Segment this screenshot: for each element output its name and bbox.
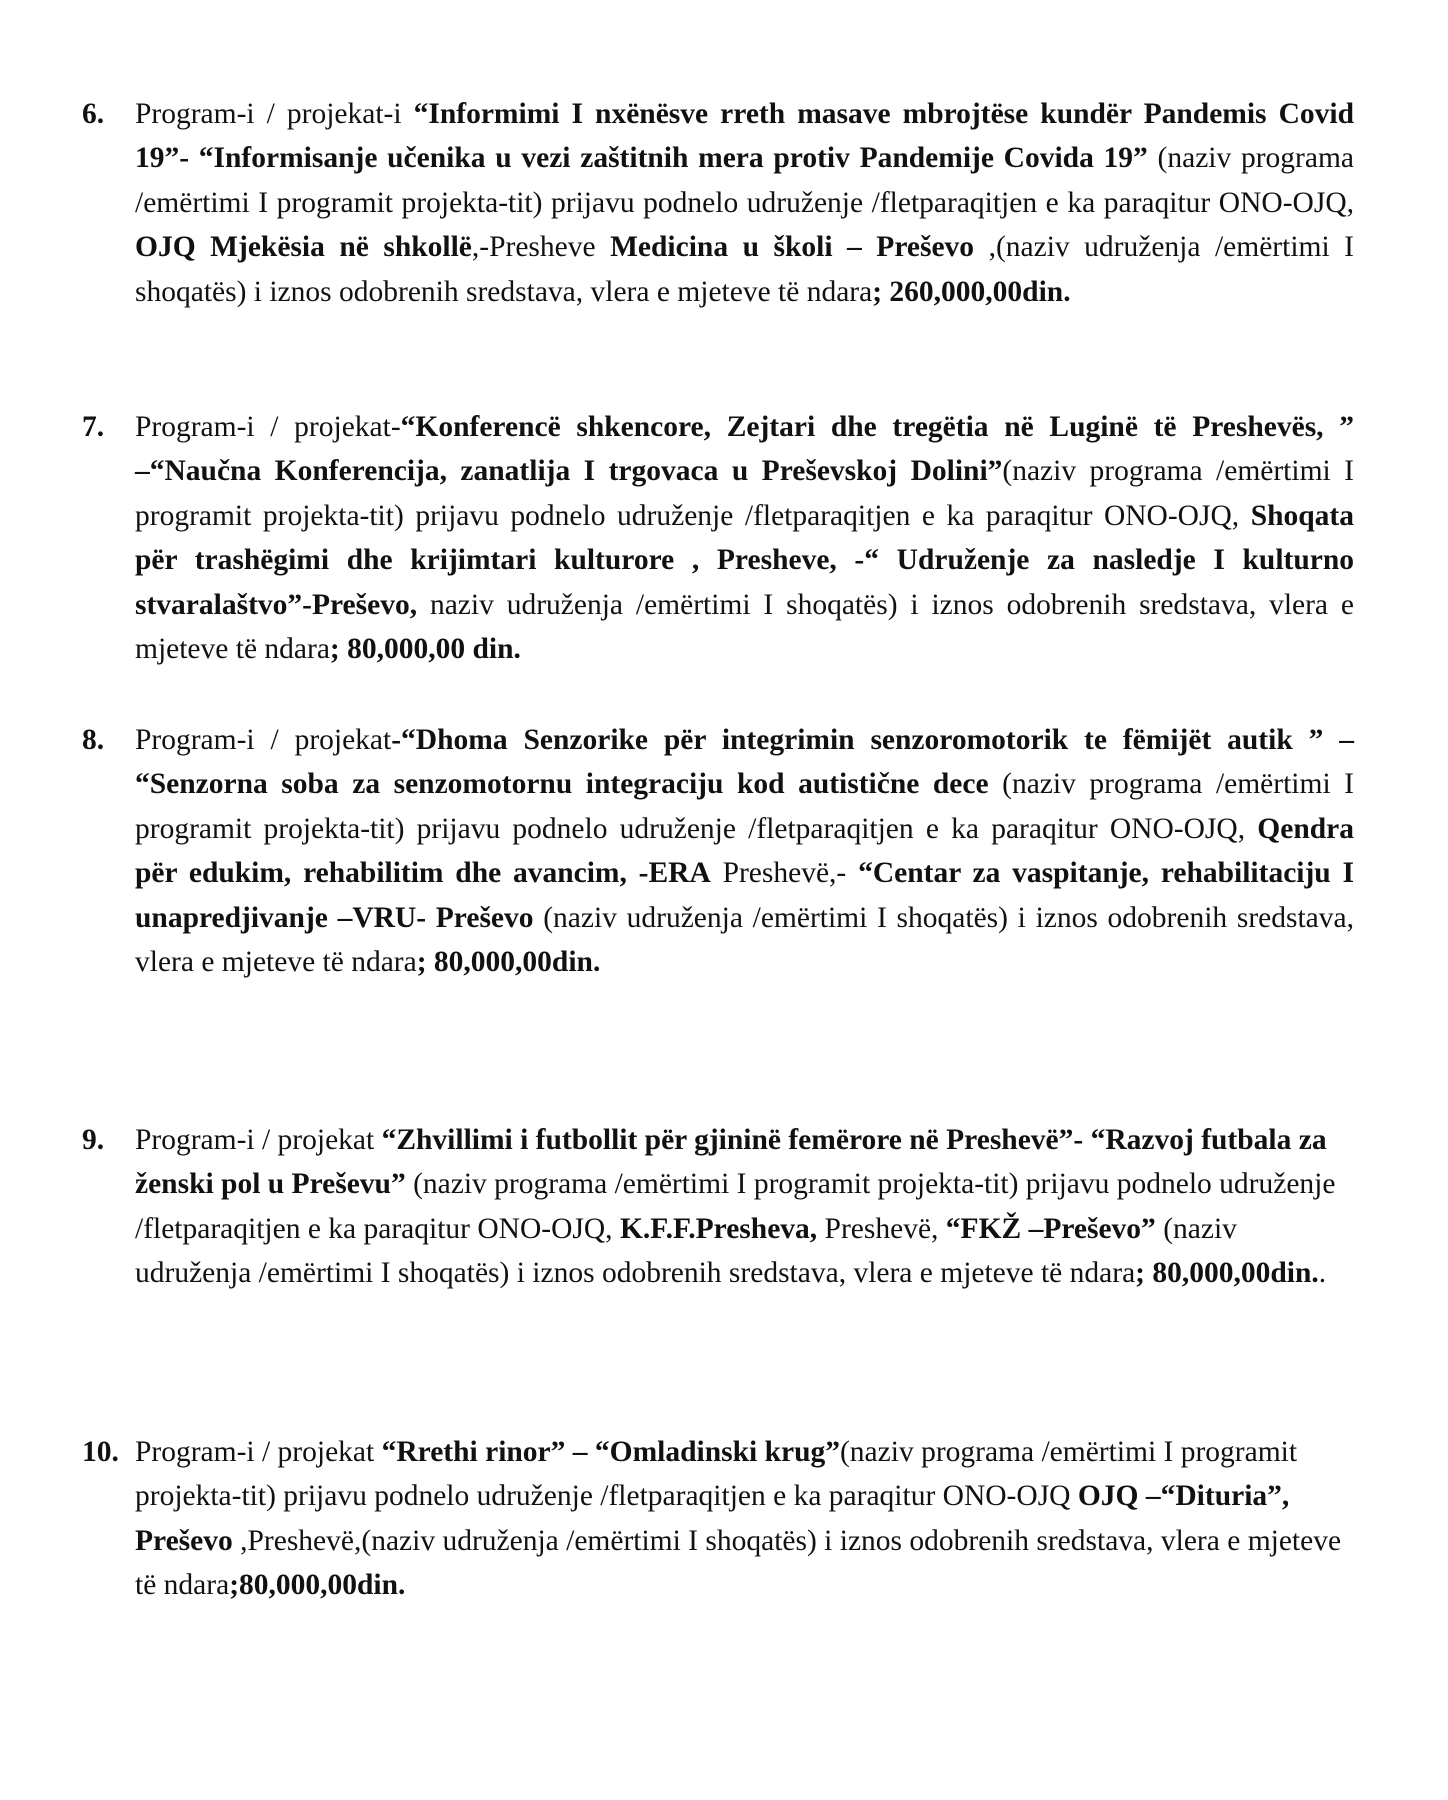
organization-name: K.F.F.Presheva, [619,1212,818,1245]
project-title: “Informimi I nxënësve rreth masave mbrojtëse kundër Pandemis Covid 19”- “Informisanje učenika u vezi zaštitnih mera protiv Pandemije Covida 19” [135,98,1354,175]
allocated-amount: ;80,000,00din. [229,1569,406,1602]
text-segment: Program-i / projekat- [135,411,401,443]
list-item-9 [82,1118,1354,1296]
text-segment: (naziv udruženja /emërtimi I shoqatës) i iznos odobrenih sredstava, vlera e mjeteve të ndara [135,1212,1237,1290]
project-title: “Konferencë shkencore, Zejtari dhe tregëtia në Luginë të Preshevës, ” –“Naučna Konferencija, zanatlija I trgovaca u Preševskoj Dolini” [135,411,1354,488]
text-segment: Program-i / projekat [135,724,392,756]
list-item-6 [82,92,1354,314]
item-number: 7. [82,411,105,443]
list-item-7 [82,405,1354,671]
text-segment: Preshevë, [817,1212,946,1245]
item-text [135,1430,1354,1608]
item-number: 9. [82,1124,105,1156]
allocated-amount: ; 80,000,00din. [416,946,601,979]
text-segment: (naziv programa /emërtimi I programit projekta-tit) prijavu podnelo udruženje /fletparaqitjen e ka paraqitur ONO-OJQ [135,1436,1298,1513]
text-segment: naziv udruženja /emërtimi I shoqatës) i iznos odobrenih sredstava, vlera e mjeteve të ndara [135,588,1354,666]
item-number: 6. [82,98,105,130]
text-segment: (naziv programa /emërtimi I programit projekta-tit) prijavu podnelo udruženje /fletparaqitjen e ka paraqitur ONO-OJQ, [135,1168,1336,1245]
text-segment: Preshevë,- [710,857,859,890]
organization-name: “FKŽ –Preševo” [945,1212,1156,1245]
item-number: 8. [82,724,105,756]
organization-name: Qendra për edukim, rehabilitim dhe avancim, -ERA [135,812,1354,890]
text-segment: ,(naziv udruženja /emërtimi I shoqatës) i iznos odobrenih sredstava, vlera e mjeteve të ndara [135,231,1354,308]
item-text [135,92,1354,314]
organization-name: “Centar za vaspitanje, rehabilitaciju I unapredjivanje –VRU- Preševo [135,857,1354,934]
project-title: “Rrethi rinor” – “Omladinski krug” [381,1436,840,1468]
item-number: 10. [82,1436,119,1468]
text-segment: (naziv programa /emërtimi I programit projekta-tit) prijavu podnelo udruženje /fletparaqitjen e ka paraqitur ONO-OJQ, [135,768,1355,845]
organization-name: Shoqata për trashëgimi dhe krijimtari kulturore , Presheve, -“ Udruženje za nasledje I kulturno stvaralaštvo”-Preševo, [135,499,1354,621]
text-segment: Program-i / projekat [135,1124,382,1156]
list-item-10 [82,1430,1354,1608]
text-segment: Program-i / projekat-i [135,98,414,130]
text-segment: ,Preshevë,(naziv udruženja /emërtimi I shoqatës) i iznos odobrenih sredstava, vlera e mjeteve të ndara [135,1524,1342,1602]
organization-name: OJQ –“Dituria”, Preševo [135,1480,1290,1557]
project-title: “Zhvillimi i futbollit për gjininë femërore në Preshevë”- “Razvoj futbala za ženski pol u Preševu” [135,1124,1327,1201]
organization-name: OJQ Mjekësia në shkollë [135,231,472,264]
text-segment: . [1318,1257,1327,1290]
item-text [135,405,1354,671]
item-text [135,1118,1354,1296]
project-title: -“Dhoma Senzorike për integrimin senzoromotorik te fëmijët autik ” – “Senzorna soba za senzomotornu integraciju kod autistične dece [135,724,1354,801]
allocated-amount: ; 80,000,00din. [1135,1257,1319,1290]
list-item-8 [82,718,1354,984]
text-segment: ,-Presheve [471,231,611,264]
text-segment: (naziv udruženja /emërtimi I shoqatës) i iznos odobrenih sredstava, vlera e mjeteve të ndara [135,901,1354,979]
organization-name: Medicina u školi – Preševo [610,231,975,264]
text-segment: Program-i / projekat [135,1436,382,1468]
text-segment: (naziv programa /emërtimi I programit projekta-tit) prijavu podnelo udruženje /fletparaqitjen e ka paraqitur ONO-OJQ, [135,455,1354,532]
item-text [135,718,1354,984]
text-segment: (naziv programa /emërtimi I programit projekta-tit) prijavu podnelo udruženje /fletparaqitjen e ka paraqitur ONO-OJQ, [135,142,1354,219]
allocated-amount: ; 260,000,00din. [872,275,1071,308]
allocated-amount: ; 80,000,00 din. [329,633,521,666]
